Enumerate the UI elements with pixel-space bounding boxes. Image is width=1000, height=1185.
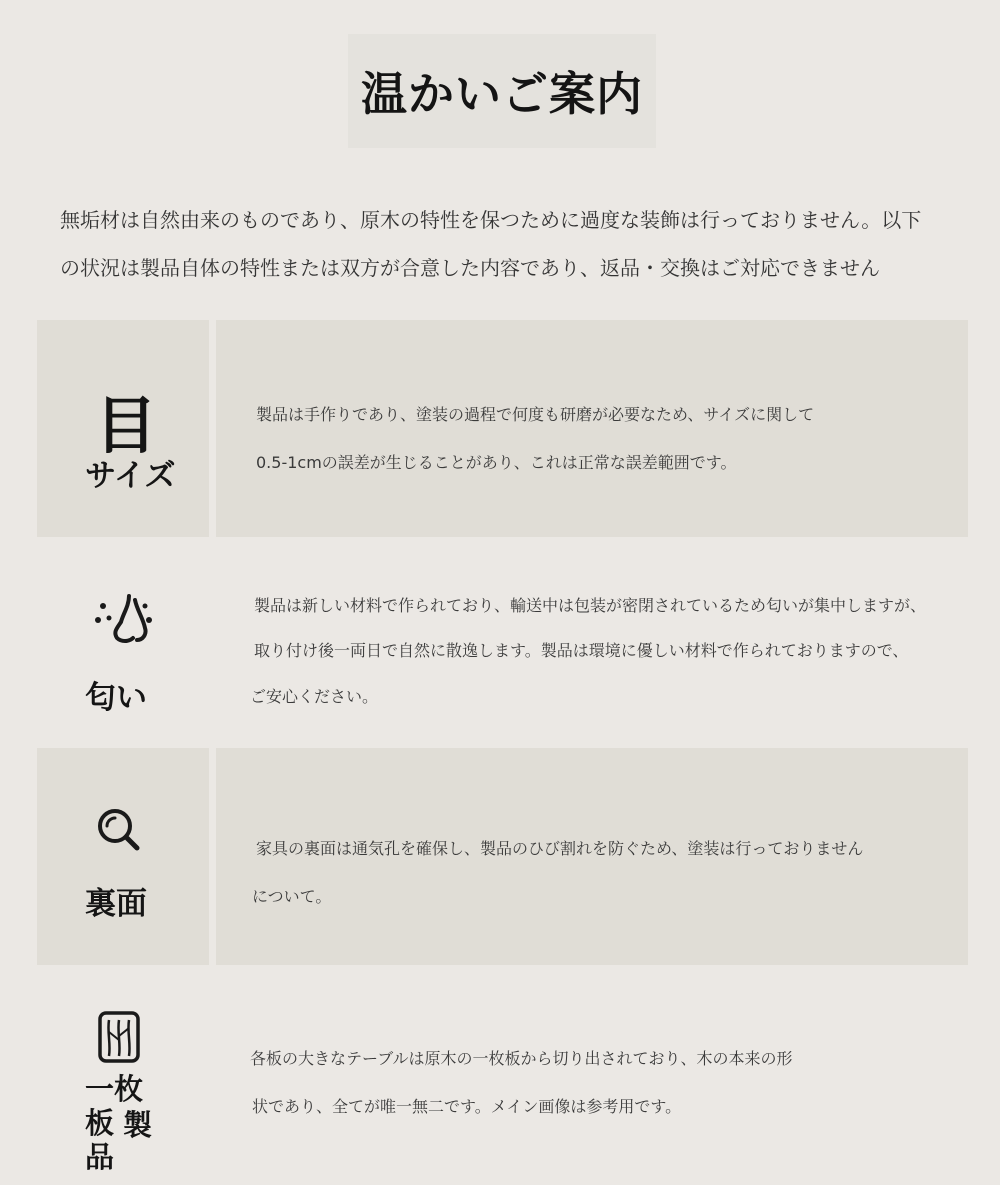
section-back-description xyxy=(216,748,968,965)
size-desc-line-2: 0.5-1cmの誤差が生じることがあり、これは正常な誤差範囲です。 xyxy=(256,453,737,472)
back-desc-line-2: について。 xyxy=(252,887,332,906)
section-slab-label-cell xyxy=(37,1000,209,1185)
magnifier-icon xyxy=(95,806,141,852)
back-label: 裏面 xyxy=(85,886,147,922)
slab-label-part-2: 板 xyxy=(85,1106,115,1140)
section-back-label-cell xyxy=(37,748,209,965)
intro-line-1: 無垢材は自然由来のものであり、原木の特性を保つために過度な装飾は行っておりません。以下 xyxy=(60,208,922,232)
intro-line-2: の状況は製品自体の特性または双方が合意した内容であり、返品・交換はご対応できません xyxy=(60,256,880,280)
section-back xyxy=(37,748,968,965)
smell-label: 匂い xyxy=(85,680,147,716)
size-desc-line-1: 製品は手作りであり、塗装の過程で何度も研磨が必要なため、サイズに関して xyxy=(256,405,815,424)
section-smell xyxy=(37,560,968,740)
section-size xyxy=(37,320,968,537)
back-desc-line-1: 家具の裏面は通気孔を確保し、製品のひび割れを防ぐため、塗装は行っておりません xyxy=(256,839,864,858)
size-label: サイズ xyxy=(85,458,176,494)
smell-desc-line-3: ご安心ください。 xyxy=(250,687,379,706)
slab-label-part-1: 一枚 xyxy=(85,1072,144,1106)
slab-label-part-3: 製 xyxy=(123,1108,153,1142)
page-title: 温かいご案内 xyxy=(361,67,643,121)
slab-desc-line-1: 各板の大きなテーブルは原木の一枚板から切り出されており、木の本来の形 xyxy=(250,1049,793,1068)
section-size-label-cell xyxy=(37,320,209,537)
slab-label-part-4: 品 xyxy=(85,1140,115,1174)
smell-desc-line-2: 取り付け後一両日で自然に散逸します。製品は環境に優しい材料で作られておりますので、 xyxy=(254,641,909,660)
nose-icon xyxy=(93,592,155,650)
size-glyph: 目 xyxy=(95,389,158,462)
section-smell-label-cell xyxy=(37,560,209,740)
section-slab-description xyxy=(216,1000,968,1185)
section-size-description xyxy=(216,320,968,537)
smell-desc-line-1: 製品は新しい材料で作られており、輸送中は包装が密閉されているため匂いが集中しますが、 xyxy=(254,596,927,615)
slab-desc-line-2: 状であり、全てが唯一無二です。メイン画像は参考用です。 xyxy=(252,1097,682,1116)
intro-text xyxy=(48,196,958,292)
section-smell-description xyxy=(216,560,968,740)
title-box xyxy=(348,34,656,148)
wood-slab-icon xyxy=(97,1010,141,1064)
section-single-slab xyxy=(37,1000,968,1185)
